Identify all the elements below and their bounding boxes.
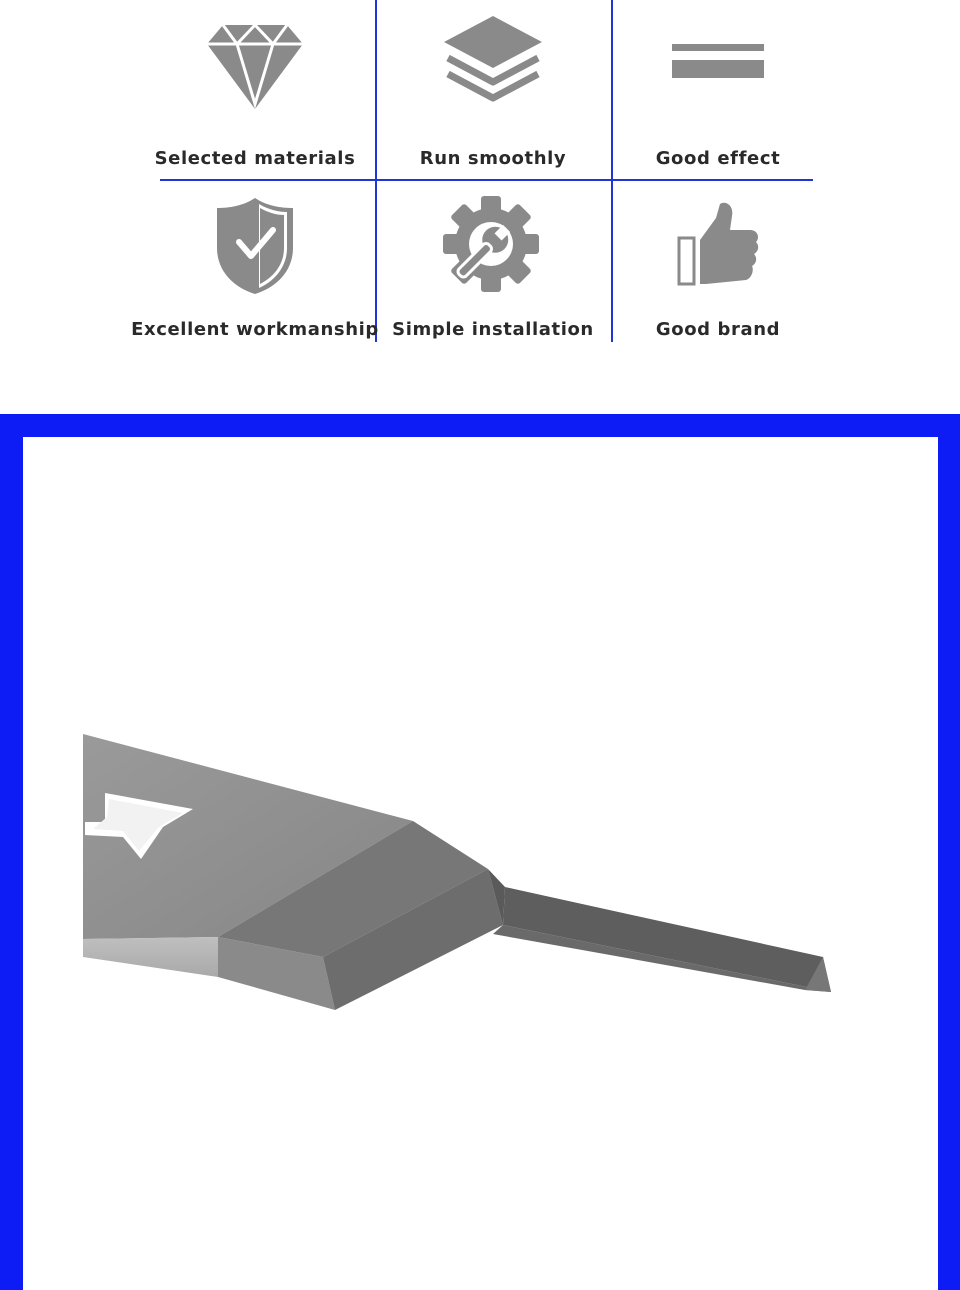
shield-check-icon [135, 196, 375, 296]
feature-label: Excellent workmanship [131, 319, 379, 340]
feature-label: Good brand [655, 319, 781, 340]
feature-label: Run smoothly [419, 148, 567, 169]
equals-bars-icon [598, 40, 838, 82]
feature-label: Selected materials [154, 148, 356, 169]
gear-wrench-icon [373, 196, 613, 296]
product-image-frame [0, 414, 960, 1290]
blade-photo [23, 437, 938, 1290]
layers-icon [373, 12, 613, 104]
diamond-icon [135, 22, 375, 112]
feature-grid [0, 0, 960, 360]
divider-horizontal [160, 179, 813, 181]
feature-label: Good effect [655, 148, 781, 169]
feature-label: Simple installation [392, 319, 594, 340]
thumbs-up-icon [598, 200, 838, 290]
